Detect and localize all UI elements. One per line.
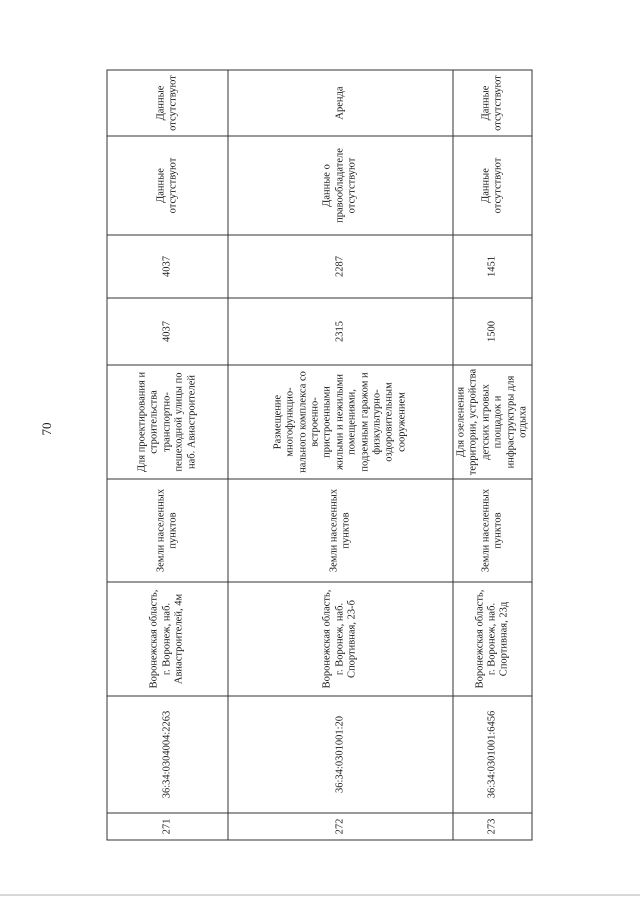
cell-permitted-use: Для озеленения территории, устройства детских игровых площадок и инфраструктуры для отдыха xyxy=(453,365,532,479)
cell-land-category: Земли населенных пунктов xyxy=(107,479,228,582)
table-row xyxy=(453,70,532,840)
rotated-table-wrapper xyxy=(107,75,529,841)
scan-bottom-line xyxy=(0,894,640,896)
cell-right-type: Аренда xyxy=(228,70,453,136)
cell-land-category: Земли населенных пунктов xyxy=(453,479,532,582)
cell-number: 271 xyxy=(107,813,228,840)
cell-area-actual: 4037 xyxy=(107,235,228,298)
cell-right-type: Данные отсутствуют xyxy=(107,70,228,136)
land-plots-table xyxy=(107,70,533,841)
cell-number: 273 xyxy=(453,813,532,840)
cell-address: Воронежская область, г. Воронеж, наб. Спортивная, 23д xyxy=(453,582,532,696)
page-number: 70 xyxy=(39,422,54,436)
cell-area-declared: 2315 xyxy=(228,298,453,365)
cell-land-category: Земли населенных пунктов xyxy=(228,479,453,582)
cell-address: Воронежская область, г. Воронеж, наб. Спортивная, 23-б xyxy=(228,582,453,696)
cell-right-type: Данные отсутствуют xyxy=(453,70,532,136)
cell-area-declared: 1500 xyxy=(453,298,532,365)
cell-permitted-use: Для проектирования и строительства транспортно-пешеходной улицы по наб. Авиастроителей xyxy=(107,365,228,479)
cell-permitted-use: Размещение многофункцио-нального комплекса со встроенно-пристроенными жилыми и нежилыми помещениями, подземным гаражом и физкультурно-оздоровительным сооружением xyxy=(228,365,453,479)
cell-area-actual: 2287 xyxy=(228,235,453,298)
cell-cadastral-number: 36:34:0301001:6456 xyxy=(453,696,532,813)
cell-area-actual: 1451 xyxy=(453,235,532,298)
cell-rights-holder: Данные отсутствуют xyxy=(107,136,228,235)
cell-area-declared: 4037 xyxy=(107,298,228,365)
cell-number: 272 xyxy=(228,813,453,840)
table-row xyxy=(228,70,453,840)
cell-address: Воронежская область, г. Воронеж, наб. Авиастроителей, 4м xyxy=(107,582,228,696)
cell-cadastral-number: 36:34:0304004:2263 xyxy=(107,696,228,813)
cell-rights-holder: Данные отсутствуют xyxy=(453,136,532,235)
cell-rights-holder: Данные о правообладателе отсутствуют xyxy=(228,136,453,235)
cell-cadastral-number: 36:34:0301001:20 xyxy=(228,696,453,813)
table-row xyxy=(107,70,228,840)
